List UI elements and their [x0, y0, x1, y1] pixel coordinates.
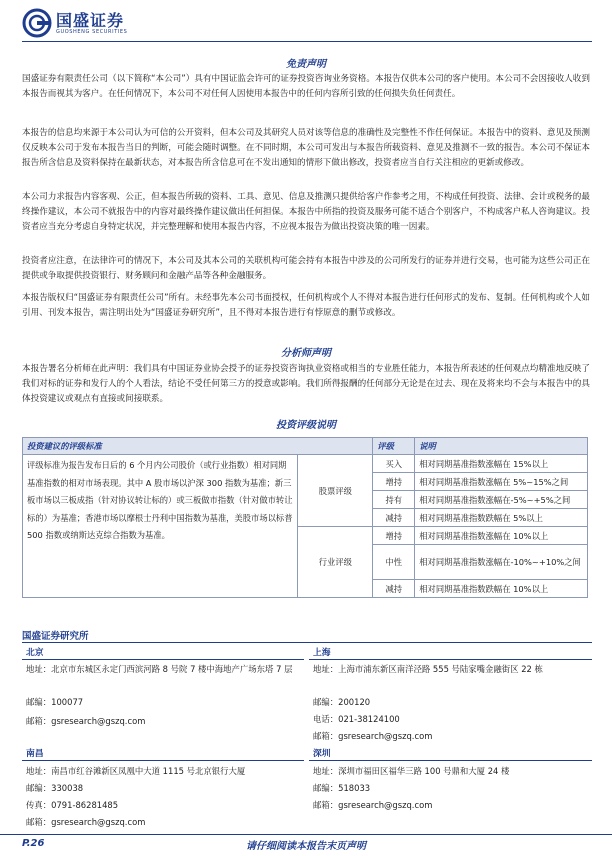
- disclaimer-paragraph: 投资者应注意，在法律许可的情况下，本公司及其本公司的关联机构可能会持有本报告中涉及的公司所发行的证券并进行交易，也可能为这些公司正在提供或争取提供投资银行、财务顾问和金融产品等各种金融服务。: [22, 256, 590, 281]
- rating-title: 投资评级说明: [276, 420, 336, 431]
- office-email: 邮箱：gsresearch@gszq.com: [26, 817, 146, 827]
- logo-text-cn: 国盛证券: [56, 11, 125, 30]
- rating-desc: 相对同期基准指数跌幅在 5%以上: [415, 509, 588, 527]
- office-postcode: 邮编：200120: [313, 697, 371, 707]
- office-rule: [309, 760, 592, 761]
- analyst-paragraph: 本报告署名分析师在此声明：我们具有中国证券业协会授予的证券投资咨询执业资格或相当的专业胜任能力，本报告所表述的任何观点均精准地反映了我们对标的证券和发行人的个人看法，结论不受任何第三方的授意或影响。我们所得报酬的任何部分无论是在过去、现在及将来均不会与本报告中的具体投资建议或观点有直接或间接联系。: [22, 364, 590, 404]
- office-city: 北京: [26, 648, 44, 658]
- office-postcode: 邮编：100077: [26, 697, 84, 707]
- col-header-desc: 说明: [415, 438, 588, 455]
- rating-label: 增持: [373, 473, 415, 491]
- footer-rule: [0, 834, 612, 835]
- office-postcode: 邮编：330038: [26, 783, 84, 793]
- col-header-standard: 投资建议的评级标准: [23, 438, 373, 455]
- office-address: 地址：北京市东城区永定门西滨河路 8 号院 7 楼中海地产广场东塔 7 层: [26, 664, 293, 674]
- table-header-row: [23, 438, 588, 455]
- office-rule: [22, 659, 304, 660]
- rating-desc: 相对同期基准指数跌幅在 10%以上: [415, 580, 588, 598]
- office-address: 地址：南昌市红谷滩新区凤凰中大道 1115 号北京银行大厦: [26, 766, 246, 776]
- stock-rating-category: 股票评级: [298, 455, 373, 527]
- disclaimer-paragraph: 国盛证券有限责任公司（以下简称“本公司”）具有中国证监会许可的证券投资咨询业务资格。本报告仅供本公司的客户使用。本公司不会因接收人收到本报告而视其为客户。在任何情况下，本公司不对任何人因使用本报告中的任何内容所引致的任何损失负任何责任。: [22, 74, 590, 99]
- disclaimer-paragraph: 本报告的信息均来源于本公司认为可信的公开资料，但本公司及其研究人员对该等信息的准确性及完整性不作任何保证。本报告中的资料、意见及预测仅反映本公司于发布本报告当日的判断，可能会随时调整。在不同时期，本公司可发出与本报告所载资料、意见及推测不一致的报告。本公司不保证本报告所含信息及资料保持在最新状态，对本报告所含信息可在不发出通知的情形下做出修改，投资者应当自行关注相应的更新或修改。: [22, 128, 590, 168]
- office-email: 邮箱：gsresearch@gszq.com: [26, 716, 146, 726]
- rating-label: 增持: [373, 527, 415, 545]
- rating-desc: 相对同期基准指数涨幅在-10%~+10%之间: [415, 545, 588, 580]
- office-city: 深圳: [313, 749, 331, 759]
- office-phone: 电话：021-38124100: [313, 714, 400, 724]
- page-number: P.26: [22, 838, 45, 849]
- rating-desc: 相对同期基准指数涨幅在-5%~+5%之间: [415, 491, 588, 509]
- office-email: 邮箱：gsresearch@gszq.com: [313, 731, 433, 741]
- table-row: [23, 455, 588, 473]
- logo-text-en: GUOSHENG SECURITIES: [56, 29, 128, 35]
- rating-label: 买入: [373, 455, 415, 473]
- office-address: 地址：上海市浦东新区南洋泾路 555 号陆家嘴金融街区 22 栋: [313, 664, 543, 674]
- analyst-title: 分析师声明: [281, 348, 331, 359]
- col-header-rating: 评级: [373, 438, 415, 455]
- rating-desc: 相对同期基准指数涨幅在 15%以上: [415, 455, 588, 473]
- rating-desc: 相对同期基准指数涨幅在 10%以上: [415, 527, 588, 545]
- institute-rule: [22, 642, 592, 643]
- office-email: 邮箱：gsresearch@gszq.com: [313, 800, 433, 810]
- office-city: 上海: [313, 648, 331, 658]
- industry-rating-category: 行业评级: [298, 527, 373, 598]
- office-rule: [22, 760, 304, 761]
- office-fax: 传真：0791-86281485: [26, 800, 119, 810]
- company-logo: [22, 6, 132, 40]
- office-rule: [309, 659, 592, 660]
- office-address: 地址：深圳市福田区福华三路 100 号鼎和大厦 24 楼: [313, 766, 510, 776]
- rating-label: 中性: [373, 545, 415, 580]
- disclaimer-title: 免责声明: [286, 59, 326, 70]
- office-postcode: 邮编：518033: [313, 783, 371, 793]
- office-city: 南昌: [26, 749, 44, 759]
- disclaimer-paragraph: 本公司力求报告内容客观、公正，但本报告所载的资料、工具、意见、信息及推测只提供给客户作参考之用，不构成任何投资、法律、会计或税务的最终操作建议，本公司不就报告中的内容对最终操作建议做出任何担保。本报告中所指的投资及服务可能不适合个别客户，不构成客户私人咨询建议。投资者应当充分考虑自身特定状况，并完整理解和使用本报告内容，不应视本报告为做出投资决策的唯一因素。: [22, 192, 590, 232]
- rating-label: 减持: [373, 509, 415, 527]
- rating-label: 持有: [373, 491, 415, 509]
- rating-table: [22, 437, 588, 601]
- footer-note: 请仔细阅读本报告末页声明: [246, 841, 366, 852]
- rating-label: 减持: [373, 580, 415, 598]
- rating-desc: 相对同期基准指数涨幅在 5%~15%之间: [415, 473, 588, 491]
- rating-standard-text: 评级标准为报告发布日后的 6 个月内公司股价（或行业指数）相对同期基准指数的相对市场表现。其中 A 股市场以沪深 300 指数为基准；新三板市场以三板成指（针对协议转让标的）或三板做市指数（针对做市转让标的）为基准；香港市场以摩根士丹利中国指数为基准，美股市场以标普 500 指数或纳斯达克综合指数为基准。: [23, 455, 298, 598]
- header-rule: [22, 41, 592, 42]
- disclaimer-paragraph: 本报告版权归“国盛证券有限责任公司”所有。未经事先本公司书面授权，任何机构或个人不得对本报告进行任何形式的发布、复制。任何机构或个人如引用、刊发本报告，需注明出处为“国盛证券研究所”，且不得对本报告进行有悖原意的删节或修改。: [22, 293, 590, 318]
- logo-mark-icon: [22, 8, 52, 38]
- institute-title: 国盛证券研究所: [22, 631, 89, 642]
